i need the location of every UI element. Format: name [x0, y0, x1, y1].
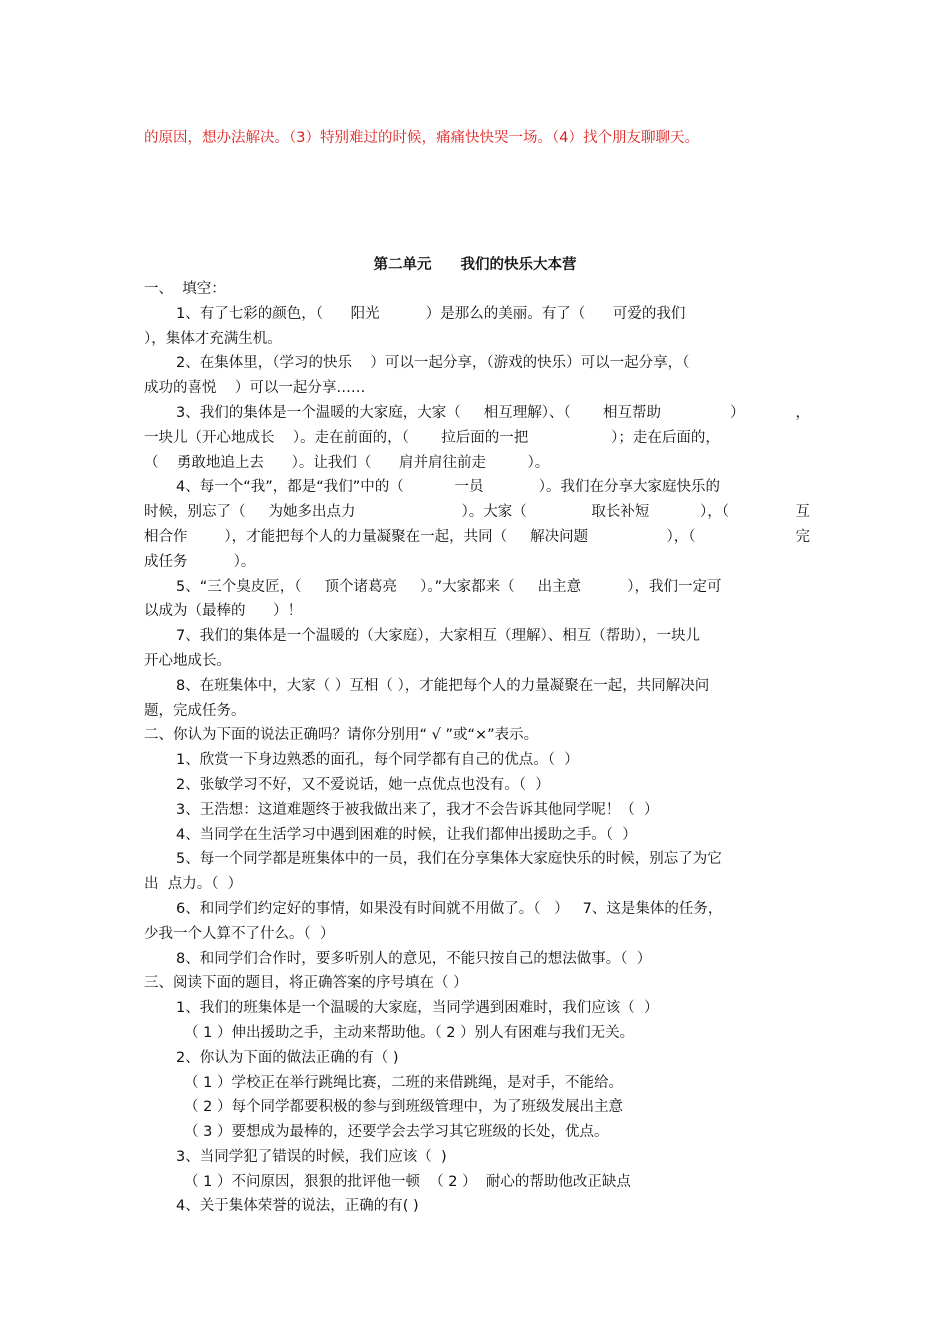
question-4-line-4: 成任务 ）。	[144, 553, 256, 570]
judge-item-6-line-2: 少我一个人算不了什么。（ ）	[144, 925, 335, 942]
question-3-line-1-text: 3、我们的集体是一个温暖的大家庭，大家（ 相互理解）、（ 相互帮助 ）	[176, 404, 745, 421]
choice-question-2-option-2: （ 2 ）每个同学都要积极的参与到班级管理中，为了班级发展出主意	[184, 1099, 623, 1116]
section-heading-fill-blank: 一、 填空：	[144, 281, 226, 297]
question-3-line-3: （ 勇敢地追上去 ）。让我们（ 肩并肩往前走 ）。	[144, 454, 550, 471]
judge-item-3: 3、王浩想：这道难题终于被我做出来了，我才不会告诉其他同学呢！（ ）	[176, 801, 659, 818]
question-3-line-2: 一块儿（开心地成长 ）。走在前面的，（ 拉后面的一把 ）；走在后面的，	[144, 429, 720, 446]
question-4-line-3-text: 相合作 ），才能把每个人的力量凝聚在一起，共同（ 解决问题 ），（	[144, 528, 696, 545]
question-8-line-2: 题，完成任务。	[144, 702, 246, 719]
judge-item-5-line-2: 出 点力。（ ）	[144, 876, 243, 893]
question-2-line-1: 2、在集体里，（学习的快乐 ）可以一起分享，（游戏的快乐）可以一起分享，（	[176, 355, 690, 372]
section-heading-true-false: 二、你认为下面的说法正确吗？请你分别用“ √ ”或“×”表示。	[144, 727, 539, 744]
question-5-line-2: 以成为（最棒的 ）！	[144, 603, 303, 620]
question-4-line-2	[144, 500, 810, 525]
judge-item-2: 2、张敏学习不好，又不爱说话，她一点优点也没有。（ ）	[176, 776, 550, 793]
choice-question-1-options: （ 1 ）伸出援助之手，主动来帮助他。（ 2 ）别人有困难与我们无关。	[184, 1024, 635, 1041]
question-4-line-2-text: 时候，别忘了（ 为她多出点力 ）。大家（ 取长补短 ），（	[144, 504, 730, 521]
question-3-line-1	[144, 401, 810, 426]
previous-answer-note: 的原因，想办法解决。（3）特别难过的时候，痛痛快快哭一场。（4）找个朋友聊聊天。	[144, 130, 699, 146]
question-3-line-1-end: ，	[795, 404, 810, 421]
choice-question-3: 3、当同学犯了错误的时候，我们应该（ )	[176, 1148, 447, 1165]
question-4-line-1: 4、每一个“我”，都是“我们”中的（ 一员 ）。我们在分享大家庭快乐的	[176, 479, 721, 496]
question-7-line-2: 开心地成长。	[144, 652, 231, 669]
question-1-line-2: ），集体才充满生机。	[144, 330, 282, 347]
question-8-line-1: 8、在班集体中，大家（ ）互相（ ），才能把每个人的力量凝聚在一起，共同解决问	[176, 677, 710, 694]
question-7-line-1: 7、我们的集体是一个温暖的（大家庭），大家相互（理解）、相互（帮助），一块儿	[176, 628, 700, 645]
question-4-line-3	[144, 525, 810, 550]
choice-question-2-option-1: （ 1 ）学校正在举行跳绳比赛，二班的来借跳绳，是对手，不能给。	[184, 1074, 623, 1091]
judge-item-6-line-1: 6、和同学们约定好的事情，如果没有时间就不用做了。（ ） 7、这是集体的任务，	[176, 900, 723, 917]
question-4-line-3-end: 完	[795, 528, 810, 545]
question-5-line-1: 5、“三个臭皮匠，（ 顶个诸葛亮 ）。”大家都来（ 出主意 ），我们一定可	[176, 578, 722, 595]
worksheet-content	[144, 277, 810, 1219]
question-1-line-1: 1、有了七彩的颜色，（ 阳光 ）是那么的美丽。有了（ 可爱的我们	[176, 305, 686, 322]
judge-item-4: 4、当同学在生活学习中遇到困难的时候，让我们都伸出援助之手。（ ）	[176, 826, 637, 843]
judge-item-8: 8、和同学们合作时，要多听别人的意见，不能只按自己的想法做事。（ ）	[176, 950, 652, 967]
unit-title: 第二单元 我们的快乐大本营	[373, 257, 577, 273]
judge-item-1: 1、欣赏一下身边熟悉的面孔，每个同学都有自己的优点。（ ）	[176, 752, 579, 769]
choice-question-2: 2、你认为下面的做法正确的有（ )	[176, 1049, 399, 1066]
question-2-line-2: 成功的喜悦 ）可以一起分享……	[144, 380, 366, 397]
section-heading-choice: 三、阅读下面的题目，将正确答案的序号填在（ ）	[144, 975, 468, 992]
choice-question-3-options: （ 1 ）不问原因，狠狠的批评他一顿 （ 2 ） 耐心的帮助他改正缺点	[184, 1173, 631, 1190]
question-4-line-2-end: 互	[795, 504, 810, 521]
choice-question-2-option-3: （ 3 ）要想成为最棒的，还要学会去学习其它班级的长处，优点。	[184, 1124, 609, 1141]
judge-item-5-line-1: 5、每一个同学都是班集体中的一员，我们在分享集体大家庭快乐的时候，别忘了为它	[176, 851, 722, 868]
choice-question-1: 1、我们的班集体是一个温暖的大家庭，当同学遇到困难时，我们应该（ ）	[176, 1000, 659, 1017]
choice-question-4: 4、关于集体荣誉的说法，正确的有( )	[176, 1198, 419, 1215]
